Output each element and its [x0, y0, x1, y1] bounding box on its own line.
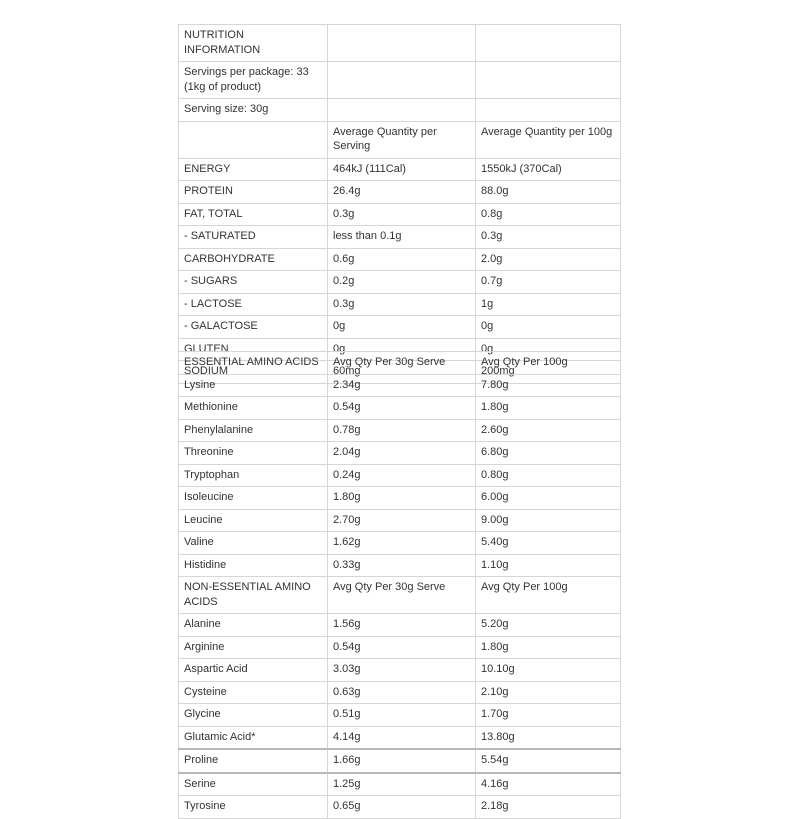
per-100g-value: 0.80g	[476, 464, 621, 487]
per-100g-value: 2.18g	[476, 796, 621, 819]
table-row	[179, 316, 621, 339]
row-label: - SUGARS	[179, 271, 328, 294]
row-label: Tryptophan	[179, 464, 328, 487]
per-serving-value: 1.56g	[328, 614, 476, 637]
per-serving-value: 3.03g	[328, 659, 476, 682]
table-row	[179, 374, 621, 397]
table-row	[179, 397, 621, 420]
row-label: Proline	[179, 749, 328, 773]
table-row	[179, 464, 621, 487]
per-serving-value: 0.24g	[328, 464, 476, 487]
row-label: Methionine	[179, 397, 328, 420]
per-serving-value: 0.2g	[328, 271, 476, 294]
table-row	[179, 181, 621, 204]
per-100g-value: 0.3g	[476, 226, 621, 249]
per-100g-value: 7.80g	[476, 374, 621, 397]
row-label: Histidine	[179, 554, 328, 577]
per-serving-value: 1.66g	[328, 749, 476, 773]
column-header-per-100g: Average Quantity per 100g	[476, 121, 621, 158]
per-100g-value: 2.0g	[476, 248, 621, 271]
per-100g-value: 1.10g	[476, 554, 621, 577]
amino-acid-table	[178, 351, 621, 819]
column-header-row	[179, 121, 621, 158]
per-serving-value: 0.54g	[328, 636, 476, 659]
row-label: GLUTEN	[179, 338, 328, 361]
per-100g-value: 200mg	[476, 361, 621, 384]
row-label: PROTEIN	[179, 181, 328, 204]
per-serving-value: less than 0.1g	[328, 226, 476, 249]
serving-size-row	[179, 99, 621, 122]
table-row	[179, 554, 621, 577]
row-label: Cysteine	[179, 681, 328, 704]
table-row	[179, 704, 621, 727]
row-label: - GALACTOSE	[179, 316, 328, 339]
column-header-per-100g: Avg Qty Per 100g	[476, 577, 621, 614]
row-label: Isoleucine	[179, 487, 328, 510]
per-serving-value: 2.04g	[328, 442, 476, 465]
column-header-per-serving: Average Quantity per Serving	[328, 121, 476, 158]
per-100g-value: 9.00g	[476, 509, 621, 532]
row-label: CARBOHYDRATE	[179, 248, 328, 271]
per-100g-value: 0g	[476, 316, 621, 339]
table-header-row	[179, 25, 621, 62]
essential-amino-acids-header: ESSENTIAL AMINO ACIDS	[179, 352, 328, 375]
per-100g-value: 0.8g	[476, 203, 621, 226]
per-100g-value: 1g	[476, 293, 621, 316]
per-100g-value: 10.10g	[476, 659, 621, 682]
per-100g-value: 6.00g	[476, 487, 621, 510]
row-label: Leucine	[179, 509, 328, 532]
row-label: Alanine	[179, 614, 328, 637]
row-label: Phenylalanine	[179, 419, 328, 442]
per-100g-value: 0.7g	[476, 271, 621, 294]
per-serving-value: 0.6g	[328, 248, 476, 271]
per-serving-value: 0.63g	[328, 681, 476, 704]
per-serving-value: 0.54g	[328, 397, 476, 420]
per-100g-value: 6.80g	[476, 442, 621, 465]
essential-header-row	[179, 352, 621, 375]
table-row	[179, 293, 621, 316]
table-row	[179, 726, 621, 749]
table-row	[179, 749, 621, 773]
per-serving-value: 464kJ (111Cal)	[328, 158, 476, 181]
table-row	[179, 614, 621, 637]
non-essential-header-row	[179, 577, 621, 614]
per-serving-value: 0g	[328, 338, 476, 361]
row-label: Serine	[179, 773, 328, 796]
column-header-per-100g: Avg Qty Per 100g	[476, 352, 621, 375]
table-row	[179, 158, 621, 181]
per-serving-value: 0.33g	[328, 554, 476, 577]
table-row	[179, 681, 621, 704]
row-label: FAT, TOTAL	[179, 203, 328, 226]
per-100g-value: 4.16g	[476, 773, 621, 796]
per-serving-value: 1.25g	[328, 773, 476, 796]
table-row	[179, 442, 621, 465]
table-row	[179, 271, 621, 294]
per-100g-value: 0g	[476, 338, 621, 361]
per-serving-value: 0g	[328, 316, 476, 339]
per-100g-value: 1.70g	[476, 704, 621, 727]
per-serving-value: 0.51g	[328, 704, 476, 727]
per-100g-value: 5.20g	[476, 614, 621, 637]
serving-size: Serving size: 30g	[179, 99, 328, 122]
per-serving-value: 2.34g	[328, 374, 476, 397]
row-label: ENERGY	[179, 158, 328, 181]
row-label: Aspartic Acid	[179, 659, 328, 682]
row-label: Tyrosine	[179, 796, 328, 819]
per-serving-value: 2.70g	[328, 509, 476, 532]
per-serving-value: 0.78g	[328, 419, 476, 442]
per-serving-value: 1.62g	[328, 532, 476, 555]
row-label: - SATURATED	[179, 226, 328, 249]
table-row	[179, 226, 621, 249]
table-row	[179, 419, 621, 442]
per-100g-value: 1550kJ (370Cal)	[476, 158, 621, 181]
servings-per-package-row	[179, 62, 621, 99]
per-100g-value: 1.80g	[476, 397, 621, 420]
per-serving-value: 4.14g	[328, 726, 476, 749]
per-100g-value: 1.80g	[476, 636, 621, 659]
per-serving-value: 60mg	[328, 361, 476, 384]
servings-per-package: Servings per package: 33 (1kg of product)	[179, 62, 328, 99]
per-serving-value: 1.80g	[328, 487, 476, 510]
per-100g-value: 2.10g	[476, 681, 621, 704]
per-100g-value: 2.60g	[476, 419, 621, 442]
row-label: SODIUM	[179, 361, 328, 384]
table-row	[179, 509, 621, 532]
table-row	[179, 248, 621, 271]
table-title: NUTRITION INFORMATION	[179, 25, 328, 62]
per-100g-value: 88.0g	[476, 181, 621, 204]
per-100g-value: 5.54g	[476, 749, 621, 773]
row-label: - LACTOSE	[179, 293, 328, 316]
non-essential-amino-acids-header: NON-ESSENTIAL AMINO ACIDS	[179, 577, 328, 614]
column-header-per-serving: Avg Qty Per 30g Serve	[328, 352, 476, 375]
row-label: Arginine	[179, 636, 328, 659]
column-header-per-serving: Avg Qty Per 30g Serve	[328, 577, 476, 614]
per-100g-value: 5.40g	[476, 532, 621, 555]
row-label: Threonine	[179, 442, 328, 465]
row-label: Lysine	[179, 374, 328, 397]
table-row	[179, 487, 621, 510]
nutrition-information-table	[178, 24, 621, 384]
per-serving-value: 0.3g	[328, 203, 476, 226]
table-row	[179, 659, 621, 682]
per-serving-value: 0.65g	[328, 796, 476, 819]
row-label: Valine	[179, 532, 328, 555]
row-label: Glutamic Acid*	[179, 726, 328, 749]
per-serving-value: 0.3g	[328, 293, 476, 316]
table-row	[179, 203, 621, 226]
table-row	[179, 532, 621, 555]
per-100g-value: 13.80g	[476, 726, 621, 749]
table-row	[179, 796, 621, 819]
row-label: Glycine	[179, 704, 328, 727]
table-row	[179, 773, 621, 796]
per-serving-value: 26.4g	[328, 181, 476, 204]
table-row	[179, 636, 621, 659]
